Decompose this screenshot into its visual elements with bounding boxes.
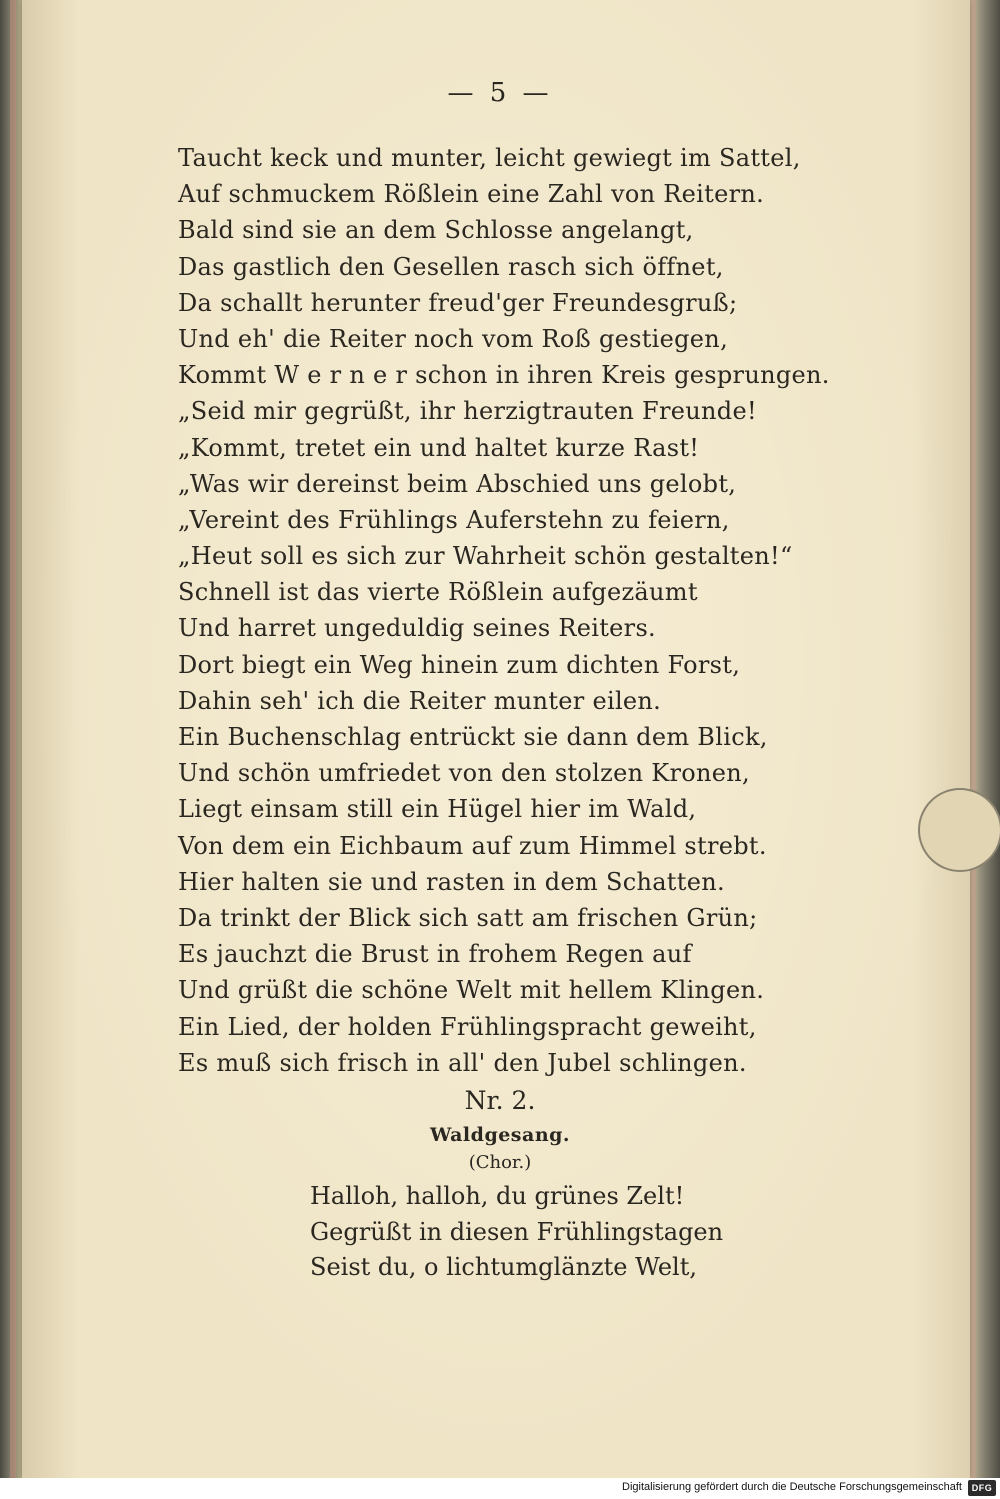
binding-stripe [10,0,16,1478]
poem-line: Auf schmuckem Rößlein eine Zahl von Reitern. [178,180,765,209]
poem-line: „Kommt, tretet ein und haltet kurze Rast! [178,433,700,462]
dfg-logo [968,1480,996,1496]
poem-line: Bald sind sie an dem Schlosse angelangt, [178,216,694,245]
song-line: Gegrüßt in diesen Frühlingstagen [310,1217,724,1246]
poem-text-block [178,140,858,1081]
poem-line: „Was wir dereinst beim Abschied uns gelobt, [178,469,737,498]
poem-line: „Vereint des Frühlings Auferstehn zu feiern, [178,505,730,534]
poem-line: Dort biegt ein Weg hinein zum dichten Forst, [178,650,741,679]
song-line: Seist du, o lichtumglänzte Welt, [310,1253,697,1281]
footer-bar [0,1478,1000,1499]
page-stack-stripe [970,0,976,1478]
thumb-tab-notch [918,788,1000,872]
funding-credit: Digitalisierung gefördert durch die Deutsche Forschungsgemeinschaft [622,1481,962,1493]
section-number: Nr. 2. [464,1086,536,1115]
page-number: — 5 — [447,78,553,108]
poem-line: Und harret ungeduldig seines Reiters. [178,614,656,643]
poem-line: Liegt einsam still ein Hügel hier im Wald, [178,795,697,824]
poem-line: Da schallt herunter freud'ger Freundesgruß; [178,288,738,317]
poem-line: „Seid mir gegrüßt, ihr herzigtrauten Freunde! [178,397,757,426]
poem-line: Von dem ein Eichbaum auf zum Himmel strebt. [178,831,767,860]
poem-line: „Heut soll es sich zur Wahrheit schön gestalten!“ [178,542,793,571]
song-line: Halloh, halloh, du grünes Zelt! [310,1182,685,1210]
section-title: Waldgesang. [429,1124,571,1146]
poem-line: Und eh' die Reiter noch vom Roß gestiegen, [178,324,728,353]
poem-line: Es muß sich frisch in all' den Jubel schlingen. [178,1048,747,1077]
poem-line: Kommt W e r n e r schon in ihren Kreis gesprungen. [178,361,830,390]
poem-line: Ein Lied, der holden Frühlingspracht geweiht, [178,1012,757,1041]
poem-line: Ein Buchenschlag entrückt sie dann dem Blick, [178,723,768,751]
section-voice-label: (Chor.) [468,1152,532,1173]
poem-line: Und grüßt die schöne Welt mit hellem Klingen. [178,976,765,1005]
poem-line: Und schön umfriedet von den stolzen Kronen, [178,759,750,788]
poem-line: Schnell ist das vierte Rößlein aufgezäumt [178,578,698,607]
poem-line: Hier halten sie und rasten in dem Schatten. [178,867,725,896]
poem-line: Es jauchzt die Brust in frohem Regen auf [178,940,692,969]
poem-line: Da trinkt der Blick sich satt am frischen Grün; [178,903,758,932]
song-text-block [310,1178,730,1285]
poem-line: Dahin seh' ich die Reiter munter eilen. [178,686,662,715]
poem-line: Das gastlich den Gesellen rasch sich öffnet, [178,252,724,281]
poem-line: Taucht keck und munter, leicht gewiegt im Sattel, [178,144,801,172]
dfg-logo-text: DFG [971,1483,993,1493]
